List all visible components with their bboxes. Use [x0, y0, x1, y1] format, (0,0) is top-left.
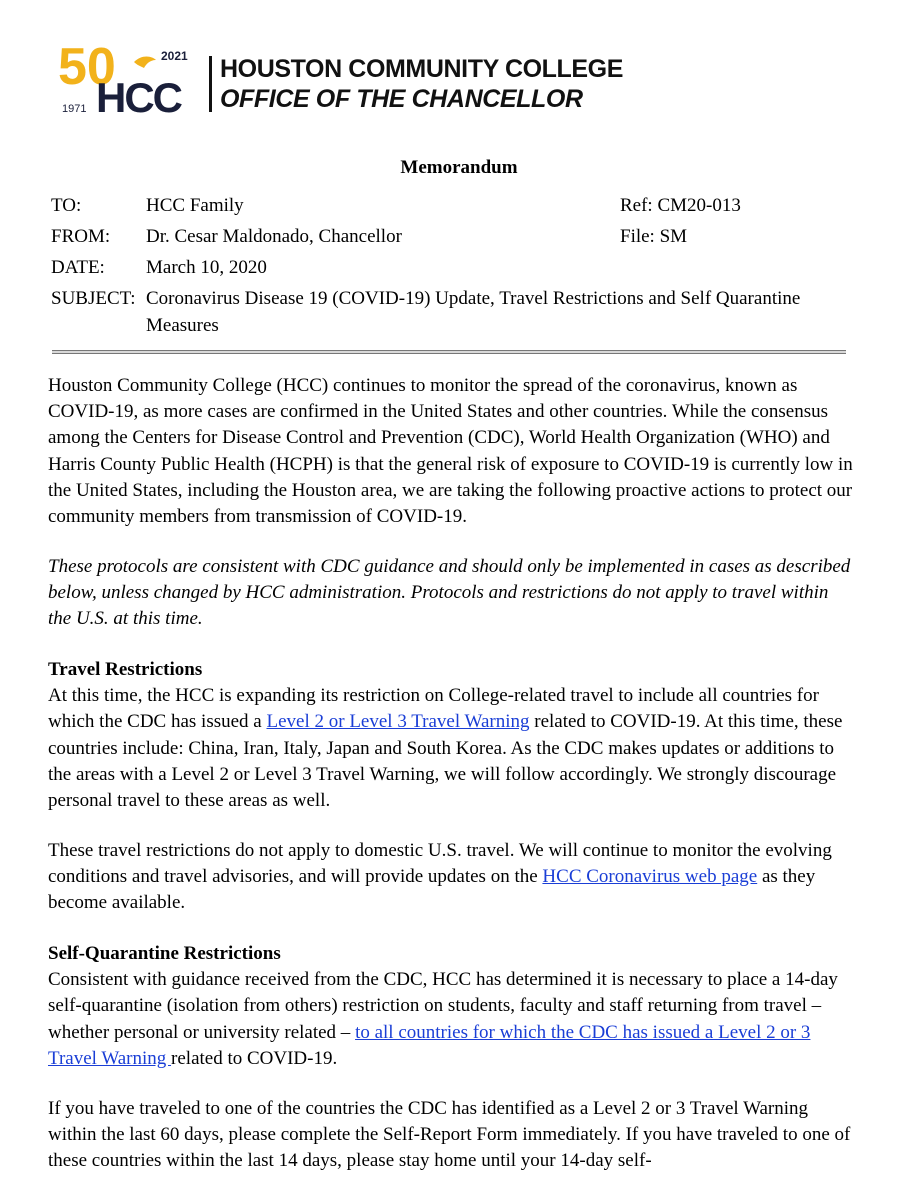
self-report-section: [48, 1096, 853, 1175]
quarantine-p1-text-b: related to COVID-19.: [171, 1047, 338, 1069]
reference-number: Ref: CM20-013: [620, 195, 741, 216]
level-travel-warning-link[interactable]: Level 2 or Level 3 Travel Warning: [266, 711, 530, 733]
logo-initials: HCC: [96, 74, 181, 116]
domestic-travel-paragraph: [48, 838, 853, 917]
self-quarantine-section: [48, 941, 853, 1072]
from-label: FROM:: [51, 226, 111, 247]
logo-year-end: 2021: [161, 49, 188, 63]
subject-label: SUBJECT:: [51, 288, 136, 309]
hcc-coronavirus-web-page-link[interactable]: HCC Coronavirus web page: [542, 866, 758, 888]
domestic-travel-section: [48, 838, 853, 917]
header-divider-rule: [52, 350, 846, 354]
date-value: March 10, 2020: [146, 257, 267, 278]
travel-restrictions-section: [48, 657, 853, 814]
logo-bird-shape: [134, 57, 156, 69]
to-label: TO:: [51, 195, 82, 216]
travel-p2-text-a: These travel restrictions do not apply to domestic U.S. travel. We will continue to monitor the evolving conditions and travel advisories, and will provide updates on the: [48, 840, 832, 888]
self-quarantine-paragraph: [48, 967, 853, 1072]
logo-year-start: 1971: [62, 103, 87, 115]
quarantine-p1-text-a: Consistent with guidance received from the CDC, HCC has determined it is necessary to place a 14-day self-quarantine (isolation from others) restriction on students, faculty and staff returning from travel – whether personal or university related –: [48, 969, 838, 1043]
protocols-note-text: These protocols are consistent with CDC guidance and should only be implemented in cases as described below, unless changed by HCC administration. Protocols and restrictions do not apply to travel within the U.S. at this time.: [48, 556, 851, 630]
file-code: File: SM: [620, 226, 688, 247]
logo-anniversary-number: 50: [58, 38, 116, 96]
self-quarantine-heading: Self-Quarantine Restrictions: [48, 943, 281, 964]
level-2-or-3-countries-link[interactable]: to all countries for which the CDC has issued a Level 2 or 3 Travel Warning: [48, 1021, 811, 1069]
travel-p2-text-b: as they become available.: [48, 866, 816, 914]
protocols-note-paragraph: [48, 554, 853, 633]
memo-title: Memorandum: [400, 157, 518, 178]
letterhead-divider: [209, 56, 212, 112]
hcc-50th-anniversary-logo: [58, 36, 206, 116]
letterhead: [58, 36, 623, 116]
travel-restrictions-paragraph: [48, 683, 853, 814]
to-value: HCC Family: [146, 195, 244, 216]
institution-name: HOUSTON COMMUNITY COLLEGE: [220, 55, 623, 83]
travel-p1-text-a: At this time, the HCC is expanding its restriction on College-related travel to include all countries for which the CDC has issued a: [48, 685, 819, 733]
intro-text: Houston Community College (HCC) continues to monitor the spread of the coronavirus, known as COVID-19, as more cases are confirmed in the United States and other countries. While the consensus among the Centers for Disease Control and Prevention (CDC), World Health Organization (WHO) and Harris County Public Health (HCPH) is that the general risk of exposure to COVID-19 is currently low in the United States, including the Houston area, we are taking the following proactive actions to protect our community members from transmission of COVID-19.: [48, 375, 853, 528]
office-name: OFFICE OF THE CHANCELLOR: [220, 85, 583, 113]
subject-value: Coronavirus Disease 19 (COVID-19) Update, Travel Restrictions and Self Quarantine Measures: [146, 288, 801, 336]
self-report-paragraph: If you have traveled to one of the countries the CDC has identified as a Level 2 or 3 Travel Warning within the last 60 days, please complete the Self-Report Form immediately. If you have traveled to one of these countries within the last 14 days, please stay home until your 14-day self-: [48, 1098, 851, 1172]
date-label: DATE:: [51, 257, 105, 278]
intro-paragraph: [48, 373, 853, 530]
travel-restrictions-heading: Travel Restrictions: [48, 659, 203, 680]
travel-p1-text-b: related to COVID-19. At this time, these countries include: China, Iran, Italy, Japan and South Korea. As the CDC makes updates or additions to the areas with a Level 2 or Level 3 Travel Warning, we will follow accordingly. We strongly discourage personal travel to these areas as well.: [48, 711, 843, 812]
from-value: Dr. Cesar Maldonado, Chancellor: [146, 226, 402, 247]
